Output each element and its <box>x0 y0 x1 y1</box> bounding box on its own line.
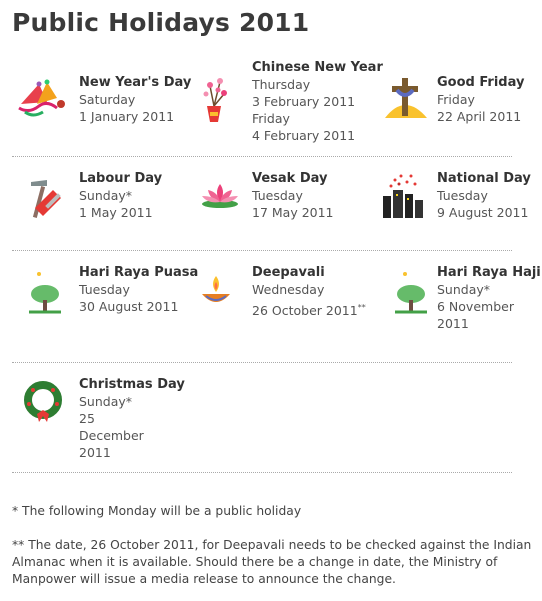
page-title: Public Holidays 2011 <box>12 8 310 37</box>
row-divider <box>12 472 512 473</box>
hammer-and-tools-icon <box>17 170 69 222</box>
row-divider <box>12 156 512 157</box>
holiday-day: Tuesday <box>79 282 130 297</box>
holiday-date: 1 May 2011 <box>79 205 153 220</box>
footnote-mark: ** <box>357 302 366 312</box>
party-hat-icon <box>17 74 69 126</box>
cross-icon <box>383 74 435 126</box>
holiday-name: National Day <box>437 171 531 186</box>
plum-blossom-icon <box>198 72 250 124</box>
crescent-tree-icon <box>383 264 435 316</box>
holiday-day: Sunday* <box>79 394 133 409</box>
holiday-name: Vesak Day <box>252 171 328 186</box>
holiday-day: Saturday <box>79 92 136 107</box>
holiday-day: Sunday* <box>437 282 491 297</box>
holiday-name: Deepavali <box>252 265 325 280</box>
row-divider <box>12 250 512 251</box>
holiday-day: Sunday* <box>79 188 133 203</box>
holiday-date: 22 April 2011 <box>437 109 522 124</box>
holiday-day: Friday <box>437 92 475 107</box>
holiday-date: 17 May 2011 <box>252 205 334 220</box>
holiday-date: 3 February 2011 <box>252 94 356 109</box>
footnote-deepavali: ** The date, 26 October 2011, for Deepavali needs to be checked against the Indian Almanac when it is available. Should there be a change in date, the Ministry of Manpower will issue a media release to announce the change. <box>12 538 532 586</box>
holiday-date: 4 February 2011 <box>252 128 356 143</box>
holiday-date: 1 January 2011 <box>79 109 175 124</box>
oil-lamp-icon <box>198 264 250 316</box>
footnote-monday: * The following Monday will be a public holiday <box>12 504 302 518</box>
holiday-date: 30 August 2011 <box>79 299 179 314</box>
wreath-icon <box>17 376 69 428</box>
holiday-date <box>252 302 366 319</box>
holiday-date: 9 August 2011 <box>437 205 529 220</box>
holiday-name: Good Friday <box>437 75 525 90</box>
holiday-date: 6 November 2011 <box>437 299 514 331</box>
holiday-date-text: 26 October 2011 <box>252 303 358 318</box>
holiday-day: Thursday <box>252 77 311 92</box>
holiday-name: Hari Raya Puasa <box>79 265 199 280</box>
crescent-tree-icon <box>17 264 69 316</box>
holiday-date: 25 December 2011 <box>79 411 144 460</box>
holiday-day: Wednesday <box>252 282 325 297</box>
holiday-day: Tuesday <box>437 188 488 203</box>
holiday-day: Tuesday <box>252 188 303 203</box>
holiday-name: Hari Raya Haji <box>437 265 541 280</box>
row-divider <box>12 362 512 363</box>
fireworks-city-icon <box>377 170 429 222</box>
holiday-name: New Year's Day <box>79 75 192 90</box>
holiday-name: Christmas Day <box>79 377 185 392</box>
lotus-icon <box>198 170 250 222</box>
holiday-day: Friday <box>252 111 290 126</box>
holiday-name: Labour Day <box>79 171 163 186</box>
holiday-name: Chinese New Year <box>252 60 383 75</box>
